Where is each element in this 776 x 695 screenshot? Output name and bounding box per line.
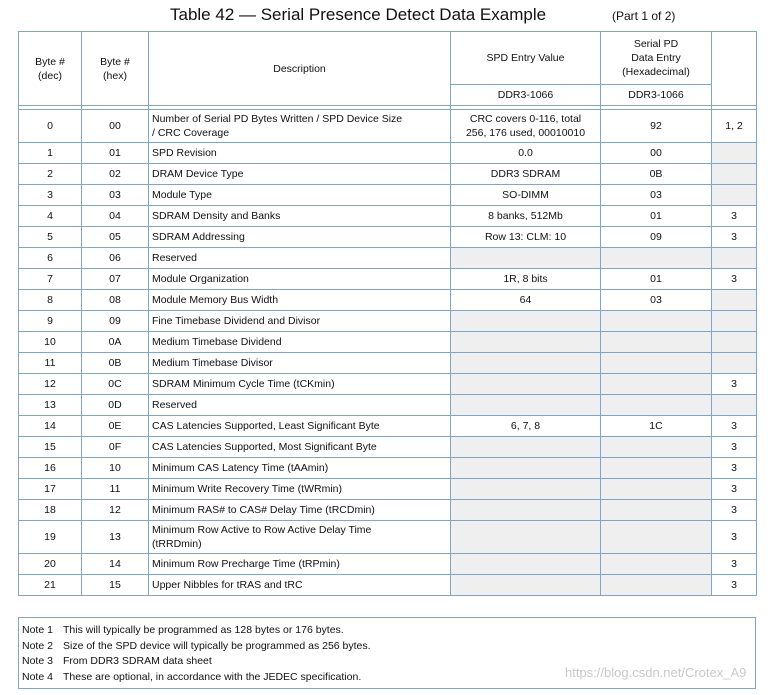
- cell-description: [149, 248, 451, 269]
- watermark: https://blog.csdn.net/Crotex_A9: [565, 665, 747, 680]
- table-row: [19, 248, 757, 269]
- cell-description-line: DRAM Device Type: [152, 168, 244, 180]
- cell-spd-value-line: 256, 176 used, 00010010: [465, 127, 586, 139]
- cell-byte-hex: 12: [82, 500, 149, 521]
- cell-byte-dec: 18: [19, 500, 82, 521]
- cell-notes: 3: [712, 575, 757, 596]
- cell-spd-value-line: SO-DIMM: [502, 189, 549, 201]
- table-row: [19, 479, 757, 500]
- table-row: [19, 164, 757, 185]
- cell-description: [149, 521, 451, 554]
- cell-notes: 3: [712, 206, 757, 227]
- cell-byte-hex: 06: [82, 248, 149, 269]
- cell-byte-dec: 14: [19, 416, 82, 437]
- cell-description: [149, 110, 451, 143]
- cell-hex-entry: [601, 395, 712, 416]
- cell-byte-dec: 0: [19, 110, 82, 143]
- cell-byte-dec: 4: [19, 206, 82, 227]
- note-text: From DDR3 SDRAM data sheet: [63, 655, 212, 667]
- cell-description-line: SDRAM Minimum Cycle Time (tCKmin): [152, 378, 335, 390]
- cell-byte-hex: 04: [82, 206, 149, 227]
- cell-byte-hex: 0E: [82, 416, 149, 437]
- cell-description: [149, 164, 451, 185]
- cell-byte-hex: 09: [82, 311, 149, 332]
- cell-byte-hex: 0D: [82, 395, 149, 416]
- table-row: [19, 143, 757, 164]
- cell-notes: [712, 143, 757, 164]
- table-part-label: (Part 1 of 2): [612, 9, 676, 23]
- cell-hex-entry: [601, 374, 712, 395]
- cell-description-line: CAS Latencies Supported, Least Significant Byte: [152, 420, 380, 432]
- cell-hex-entry: 09: [601, 227, 712, 248]
- table-row: [19, 332, 757, 353]
- note-2: [22, 639, 755, 655]
- cell-byte-hex: 00: [82, 110, 149, 143]
- cell-notes: [712, 185, 757, 206]
- header-byte-hex: [82, 32, 149, 106]
- cell-byte-dec: 19: [19, 521, 82, 554]
- cell-notes: [712, 395, 757, 416]
- note-1: [22, 623, 755, 639]
- note-label: Note 3: [22, 655, 53, 667]
- cell-spd-value: [451, 416, 601, 437]
- table-row: [19, 110, 757, 143]
- cell-spd-value-line: 64: [519, 294, 532, 306]
- table-title-row: [0, 4, 776, 28]
- cell-hex-entry: [601, 437, 712, 458]
- cell-description-line: Medium Timebase Divisor: [152, 357, 273, 369]
- cell-notes: 3: [712, 416, 757, 437]
- cell-byte-hex: 01: [82, 143, 149, 164]
- cell-spd-value-line: 6, 7, 8: [510, 420, 541, 432]
- cell-hex-entry: 1C: [601, 416, 712, 437]
- cell-byte-hex: 02: [82, 164, 149, 185]
- table-row: [19, 500, 757, 521]
- table-row: [19, 290, 757, 311]
- header-serial-pd-line3: (Hexadecimal): [622, 66, 690, 78]
- cell-description: [149, 416, 451, 437]
- cell-byte-dec: 12: [19, 374, 82, 395]
- cell-notes: 3: [712, 458, 757, 479]
- cell-spd-value: [451, 332, 601, 353]
- cell-description-line: SDRAM Addressing: [152, 231, 245, 243]
- table-row: [19, 437, 757, 458]
- cell-notes: 3: [712, 521, 757, 554]
- cell-spd-value: [451, 554, 601, 575]
- cell-hex-entry: [601, 521, 712, 554]
- cell-spd-value: [451, 110, 601, 143]
- cell-spd-value: [451, 395, 601, 416]
- table-row: [19, 575, 757, 596]
- cell-byte-hex: 0C: [82, 374, 149, 395]
- note-label: Note 1: [22, 624, 53, 636]
- cell-description: [149, 575, 451, 596]
- cell-spd-value-line: DDR3 SDRAM: [490, 168, 561, 180]
- table-row: [19, 554, 757, 575]
- cell-hex-entry: 03: [601, 290, 712, 311]
- cell-byte-hex: 0F: [82, 437, 149, 458]
- cell-spd-value: [451, 269, 601, 290]
- cell-notes: 3: [712, 227, 757, 248]
- cell-description: [149, 311, 451, 332]
- cell-description: [149, 554, 451, 575]
- cell-spd-value: [451, 500, 601, 521]
- table-row: [19, 395, 757, 416]
- cell-description: [149, 227, 451, 248]
- cell-notes: [712, 353, 757, 374]
- cell-byte-dec: 11: [19, 353, 82, 374]
- cell-hex-entry: 00: [601, 143, 712, 164]
- cell-description-line: Minimum RAS# to CAS# Delay Time (tRCDmin): [152, 504, 375, 516]
- cell-byte-hex: 13: [82, 521, 149, 554]
- header-byte-hex-line1: Byte #: [100, 55, 130, 68]
- cell-spd-value: [451, 185, 601, 206]
- cell-description: [149, 437, 451, 458]
- cell-spd-value: [451, 374, 601, 395]
- cell-description-line: Module Type: [152, 189, 212, 201]
- note-label: Note 4: [22, 670, 53, 683]
- cell-byte-dec: 21: [19, 575, 82, 596]
- table-row: [19, 206, 757, 227]
- cell-description-line: Number of Serial PD Bytes Written / SPD Device Size: [152, 113, 403, 125]
- cell-byte-hex: 05: [82, 227, 149, 248]
- cell-byte-dec: 8: [19, 290, 82, 311]
- cell-notes: 3: [712, 269, 757, 290]
- cell-notes: 3: [712, 479, 757, 500]
- cell-description: [149, 269, 451, 290]
- cell-description-line: Module Memory Bus Width: [152, 294, 279, 306]
- header-spd-entry-value: SPD Entry Value: [451, 32, 601, 85]
- cell-hex-entry: [601, 458, 712, 479]
- cell-description: [149, 458, 451, 479]
- header-sub-value: DDR3-1066: [451, 85, 601, 106]
- cell-description-line: CAS Latencies Supported, Most Significant Byte: [152, 441, 377, 453]
- cell-spd-value: [451, 458, 601, 479]
- header-serial-pd-line1: Serial PD: [633, 38, 679, 50]
- cell-byte-hex: 0B: [82, 353, 149, 374]
- cell-byte-dec: 15: [19, 437, 82, 458]
- cell-description-line: Upper Nibbles for tRAS and tRC: [152, 579, 303, 591]
- note-text: This will typically be programmed as 128 bytes or 176 bytes.: [63, 624, 344, 636]
- header-serial-pd: [601, 32, 712, 85]
- cell-description-line: Minimum CAS Latency Time (tAAmin): [152, 462, 329, 474]
- cell-byte-dec: 3: [19, 185, 82, 206]
- cell-byte-dec: 7: [19, 269, 82, 290]
- cell-byte-dec: 9: [19, 311, 82, 332]
- note-label: Note 2: [22, 639, 53, 652]
- cell-description-line: Medium Timebase Dividend: [152, 336, 282, 348]
- cell-notes: 3: [712, 500, 757, 521]
- cell-description-line: Minimum Row Active to Row Active Delay Time: [152, 524, 372, 536]
- cell-description: [149, 332, 451, 353]
- cell-hex-entry: 01: [601, 206, 712, 227]
- table-row: [19, 353, 757, 374]
- cell-spd-value: [451, 479, 601, 500]
- cell-description: [149, 500, 451, 521]
- cell-byte-dec: 2: [19, 164, 82, 185]
- cell-spd-value: [451, 575, 601, 596]
- cell-hex-entry: 0B: [601, 164, 712, 185]
- cell-notes: 3: [712, 374, 757, 395]
- cell-description: [149, 395, 451, 416]
- cell-spd-value-line: Row 13: CLM: 10: [484, 231, 567, 243]
- cell-spd-value: [451, 311, 601, 332]
- cell-notes: [712, 290, 757, 311]
- cell-hex-entry: [601, 554, 712, 575]
- cell-notes: 3: [712, 437, 757, 458]
- cell-spd-value: [451, 437, 601, 458]
- cell-hex-entry: [601, 479, 712, 500]
- cell-description-line: Minimum Write Recovery Time (tWRmin): [152, 483, 342, 495]
- cell-byte-hex: 07: [82, 269, 149, 290]
- cell-byte-dec: 17: [19, 479, 82, 500]
- cell-byte-hex: 11: [82, 479, 149, 500]
- cell-spd-value-line: 1R, 8 bits: [503, 273, 548, 285]
- table-row: [19, 521, 757, 554]
- cell-spd-value: [451, 143, 601, 164]
- cell-hex-entry: 01: [601, 269, 712, 290]
- cell-hex-entry: 03: [601, 185, 712, 206]
- cell-spd-value: [451, 290, 601, 311]
- cell-hex-entry: [601, 332, 712, 353]
- cell-notes: [712, 311, 757, 332]
- cell-description: [149, 206, 451, 227]
- cell-spd-value: [451, 227, 601, 248]
- cell-description-line: SDRAM Density and Banks: [152, 210, 281, 222]
- cell-byte-hex: 10: [82, 458, 149, 479]
- header-notes: [712, 32, 757, 106]
- cell-notes: 3: [712, 554, 757, 575]
- cell-byte-dec: 20: [19, 554, 82, 575]
- cell-description: [149, 353, 451, 374]
- cell-hex-entry: [601, 575, 712, 596]
- cell-byte-dec: 10: [19, 332, 82, 353]
- header-sub-hex: DDR3-1066: [601, 85, 712, 106]
- header-description: Description: [149, 32, 451, 106]
- table-row: [19, 311, 757, 332]
- cell-spd-value: [451, 521, 601, 554]
- table-row: [19, 416, 757, 437]
- header-serial-pd-line2: Data Entry: [631, 52, 681, 64]
- cell-hex-entry: [601, 353, 712, 374]
- cell-description-line: Reserved: [152, 399, 197, 411]
- header-byte-dec-line2: (dec): [38, 69, 62, 82]
- cell-description: [149, 185, 451, 206]
- cell-description-line: Fine Timebase Dividend and Divisor: [152, 315, 321, 327]
- cell-spd-value: [451, 164, 601, 185]
- cell-description-line: Module Organization: [152, 273, 249, 285]
- table-title: Table 42 — Serial Presence Detect Data Example: [170, 5, 547, 24]
- cell-byte-hex: 14: [82, 554, 149, 575]
- cell-spd-value: [451, 206, 601, 227]
- cell-byte-dec: 16: [19, 458, 82, 479]
- header-byte-dec-line1: Byte #: [35, 55, 65, 68]
- cell-spd-value: [451, 353, 601, 374]
- cell-description-line: / CRC Coverage: [152, 127, 230, 139]
- cell-byte-dec: 5: [19, 227, 82, 248]
- cell-notes: 1, 2: [712, 110, 757, 143]
- cell-description: [149, 143, 451, 164]
- cell-hex-entry: [601, 248, 712, 269]
- spd-data-table: [18, 31, 757, 596]
- cell-description: [149, 290, 451, 311]
- cell-notes: [712, 332, 757, 353]
- cell-byte-dec: 1: [19, 143, 82, 164]
- cell-hex-entry: [601, 311, 712, 332]
- cell-description: [149, 479, 451, 500]
- cell-spd-value-line: 0.0: [518, 147, 533, 159]
- note-text: These are optional, in accordance with the JEDEC specification.: [63, 670, 362, 683]
- cell-hex-entry: 92: [601, 110, 712, 143]
- table-row: [19, 458, 757, 479]
- cell-notes: [712, 248, 757, 269]
- cell-notes: [712, 164, 757, 185]
- table-row: [19, 374, 757, 395]
- cell-description-line: Reserved: [152, 252, 197, 264]
- table-row: [19, 185, 757, 206]
- cell-byte-hex: 0A: [82, 332, 149, 353]
- table-row: [19, 227, 757, 248]
- header-byte-hex-line2: (hex): [103, 69, 127, 82]
- cell-description: [149, 374, 451, 395]
- table-row: [19, 269, 757, 290]
- cell-byte-hex: 03: [82, 185, 149, 206]
- cell-byte-hex: 08: [82, 290, 149, 311]
- cell-byte-dec: 13: [19, 395, 82, 416]
- cell-description-line: Minimum Row Precharge Time (tRPmin): [152, 558, 340, 570]
- spd-table-body: [19, 110, 757, 596]
- cell-byte-dec: 6: [19, 248, 82, 269]
- cell-spd-value-line: 8 banks, 512Mb: [488, 210, 563, 222]
- cell-hex-entry: [601, 500, 712, 521]
- cell-spd-value: [451, 248, 601, 269]
- cell-description-line: SPD Revision: [152, 147, 217, 159]
- cell-spd-value-line: CRC covers 0-116, total: [469, 113, 582, 125]
- cell-byte-hex: 15: [82, 575, 149, 596]
- header-byte-dec: [19, 32, 82, 106]
- cell-description-line: (tRRDmin): [152, 538, 202, 550]
- note-text: Size of the SPD device will typically be programmed as 256 bytes.: [63, 639, 371, 652]
